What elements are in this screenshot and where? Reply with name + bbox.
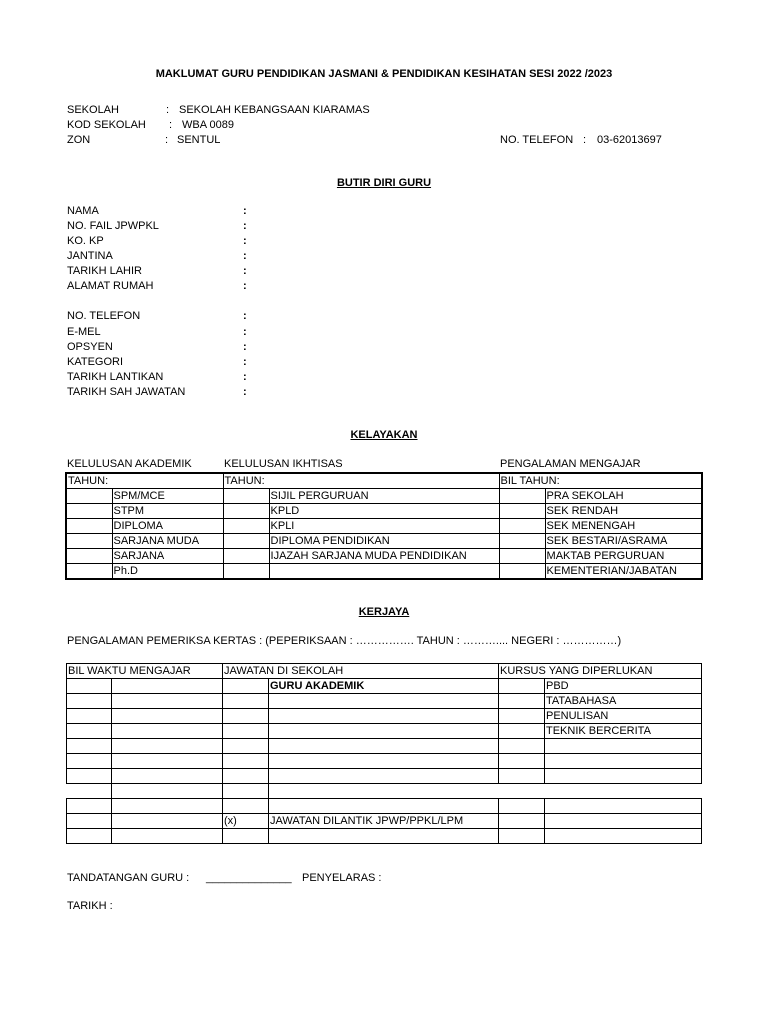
table-row [66,549,702,564]
x-mark: (x) [223,814,269,829]
table-row [67,769,702,784]
checkbox-cell[interactable] [66,489,112,504]
table-row [67,799,702,814]
field-lahir-label: TARIKH LAHIR [67,265,142,277]
table-cell[interactable] [269,754,499,769]
table-cell[interactable] [223,754,269,769]
pengalaman-item: PRA SEKOLAH [545,489,702,504]
field-alamat-label: ALAMAT RUMAH [67,280,154,292]
table-cell[interactable] [269,694,499,709]
pengalaman-item: SEK BESTARI/ASRAMA [545,534,702,549]
field-nama-label: NAMA [67,205,99,217]
table-cell [112,784,223,799]
bil-tahun: BIL TAHUN: [499,473,702,489]
table-cell[interactable] [545,814,702,829]
ikhtisas-header: KELULUSAN IKHTISAS [224,458,343,470]
table-cell[interactable] [112,694,223,709]
table-cell[interactable] [223,769,269,784]
pengalaman-item: SEK MENENGAH [545,519,702,534]
table-row [66,489,702,504]
checkbox-cell[interactable] [499,504,545,519]
table-row [67,814,702,829]
table-cell[interactable] [112,724,223,739]
table-row [67,784,702,799]
checkbox-cell[interactable] [223,534,269,549]
tahun-akademik: TAHUN: [66,473,223,489]
table-cell[interactable] [67,769,112,784]
header-bil-waktu: BIL WAKTU MENGAJAR [67,664,223,679]
table-cell [545,784,702,799]
checkbox-cell[interactable] [499,564,545,580]
checkbox-cell[interactable] [66,549,112,564]
pemeriksa-line: PENGALAMAN PEMERIKSA KERTAS : (PEPERIKSAAN : ……………. TAHUN : ……….... NEGERI : ……………) [67,635,622,647]
table-cell[interactable] [269,784,499,799]
field-lantikan-colon: : [243,371,247,383]
table-row [67,664,702,679]
field-emel-colon: : [243,326,247,338]
ikhtisas-item: DIPLOMA PENDIDIKAN [269,534,499,549]
table-cell[interactable] [499,754,545,769]
ikhtisas-item: SIJIL PERGURUAN [269,489,499,504]
checkbox-cell[interactable] [223,564,269,580]
zon-value: SENTUL [177,134,221,146]
table-cell[interactable] [223,739,269,754]
ikhtisas-item: IJAZAH SARJANA MUDA PENDIDIKAN [269,549,499,564]
table-cell[interactable] [112,709,223,724]
table-cell[interactable] [112,769,223,784]
kod-sekolah-value: WBA 0089 [182,119,234,131]
kerjaya-heading: KERJAYA [358,606,410,618]
pengalaman-header: PENGALAMAN MENGAJAR [500,458,641,470]
sekolah-value: SEKOLAH KEBANGSAAN KIARAMAS [179,104,370,116]
table-cell[interactable] [112,679,223,694]
tarikh-label: TARIKH : [67,900,113,912]
field-kp-label: KO. KP [67,235,104,247]
table-row [66,473,702,489]
field-jantina-colon: : [243,250,247,262]
table-cell[interactable] [499,829,545,844]
kursus-item: TATABAHASA [545,694,702,709]
table-row [67,754,702,769]
zon-colon: : [165,134,169,146]
ikhtisas-item: KPLD [269,504,499,519]
tahun-ikhtisas: TAHUN: [223,473,499,489]
field-kp-colon: : [243,235,247,247]
checkbox-cell[interactable] [66,519,112,534]
table-row [67,724,702,739]
table-cell[interactable] [112,739,223,754]
checkbox-cell[interactable] [66,564,112,580]
kursus-item: PBD [545,679,702,694]
akademik-item: STPM [112,504,223,519]
field-jantina-label: JANTINA [67,250,113,262]
field-lantikan-label: TARIKH LANTIKAN [67,371,164,383]
akademik-item: DIPLOMA [112,519,223,534]
table-cell[interactable] [269,724,499,739]
table-cell[interactable] [112,799,223,814]
table-cell[interactable] [67,739,112,754]
table-cell[interactable] [269,709,499,724]
table-cell[interactable] [499,679,545,694]
table-cell[interactable] [499,769,545,784]
table-cell[interactable] [67,829,112,844]
checkbox-cell[interactable] [223,489,269,504]
signature-line[interactable]: ______________ [206,872,292,884]
ikhtisas-item: KPLI [269,519,499,534]
table-cell[interactable] [499,739,545,754]
field-opsyen-colon: : [243,341,247,353]
pengalaman-item: SEK RENDAH [545,504,702,519]
field-sah-colon: : [243,386,247,398]
checkbox-cell[interactable] [66,504,112,519]
table-cell[interactable] [112,754,223,769]
header-jawatan: JAWATAN DI SEKOLAH [223,664,499,679]
table-cell [67,784,112,799]
school-telefon-label: NO. TELEFON [500,134,574,146]
table-cell[interactable] [269,799,499,814]
guru-akademik: GURU AKADEMIK [269,679,499,694]
field-nama-colon: : [243,205,247,217]
table-row [67,829,702,844]
akademik-item: SARJANA MUDA [112,534,223,549]
field-lahir-colon: : [243,265,247,277]
field-telefon-label: NO. TELEFON [67,310,141,322]
table-row [66,519,702,534]
table-cell[interactable] [223,694,269,709]
table-row [66,504,702,519]
penyelaras-label: PENYELARAS : [302,872,382,884]
table-cell[interactable] [545,769,702,784]
checkbox-cell[interactable] [223,519,269,534]
field-fail-label: NO. FAIL JPWPKL [67,220,159,232]
table-row [67,679,702,694]
table-cell[interactable] [67,694,112,709]
table-cell[interactable] [499,724,545,739]
akademik-item: SARJANA [112,549,223,564]
school-telefon-value: 03-62013697 [597,134,662,146]
table-row [66,534,702,549]
table-cell[interactable] [67,754,112,769]
checkbox-cell[interactable] [66,534,112,549]
table-cell[interactable] [223,709,269,724]
table-cell[interactable] [112,829,223,844]
kod-sekolah-colon: : [169,119,173,131]
field-telefon-colon: : [243,310,247,322]
table-cell[interactable] [67,814,112,829]
sekolah-colon: : [166,104,170,116]
table-cell[interactable] [223,679,269,694]
checkbox-cell[interactable] [499,549,545,564]
table-cell[interactable] [67,724,112,739]
table-cell [499,784,545,799]
school-telefon-colon: : [583,134,587,146]
jawatan-note: JAWATAN DILANTIK JPWP/PPKL/LPM [269,814,499,829]
table-cell[interactable] [499,709,545,724]
table-cell[interactable] [545,799,702,814]
tandatangan-label: TANDATANGAN GURU : [67,872,190,884]
table-cell[interactable] [223,799,269,814]
table-row [66,564,702,580]
sekolah-label: SEKOLAH [67,104,119,116]
kursus-item: TEKNIK BERCERITA [545,724,702,739]
table-cell[interactable] [269,739,499,754]
butir-heading: BUTIR DIRI GURU [336,177,432,189]
kelayakan-table [65,472,703,580]
checkbox-cell[interactable] [499,519,545,534]
field-fail-colon: : [243,220,247,232]
akademik-header: KELULUSAN AKADEMIK [67,458,192,470]
pengalaman-item: MAKTAB PERGURUAN [545,549,702,564]
kelayakan-heading: KELAYAKAN [350,429,418,441]
table-cell[interactable] [67,709,112,724]
kursus-item: PENULISAN [545,709,702,724]
kerjaya-table [66,663,702,844]
table-cell[interactable] [269,829,499,844]
header-kursus: KURSUS YANG DIPERLUKAN [499,664,702,679]
table-row [67,739,702,754]
pengalaman-item: KEMENTERIAN/JABATAN [545,564,702,580]
table-cell[interactable] [67,799,112,814]
field-opsyen-label: OPSYEN [67,341,113,353]
field-alamat-colon: : [243,280,247,292]
checkbox-cell[interactable] [223,504,269,519]
table-cell[interactable] [223,784,269,799]
table-cell[interactable] [499,694,545,709]
table-row [67,709,702,724]
checkbox-cell[interactable] [223,549,269,564]
table-cell[interactable] [499,814,545,829]
table-cell[interactable] [112,814,223,829]
table-cell[interactable] [223,829,269,844]
table-cell[interactable] [545,754,702,769]
field-emel-label: E-MEL [67,326,101,338]
kod-sekolah-label: KOD SEKOLAH [67,119,146,131]
table-cell[interactable] [545,829,702,844]
ikhtisas-item [269,564,499,580]
field-sah-label: TARIKH SAH JAWATAN [67,386,186,398]
table-cell[interactable] [545,739,702,754]
table-cell[interactable] [223,724,269,739]
akademik-item: SPM/MCE [112,489,223,504]
page-title: MAKLUMAT GURU PENDIDIKAN JASMANI & PENDIDIKAN KESIHATAN SESI 2022 /2023 [155,68,613,80]
zon-label: ZON [67,134,91,146]
table-cell[interactable] [269,769,499,784]
table-cell[interactable] [499,799,545,814]
akademik-item: Ph.D [112,564,223,580]
table-cell[interactable] [67,679,112,694]
checkbox-cell[interactable] [499,534,545,549]
checkbox-cell[interactable] [499,489,545,504]
table-row [67,694,702,709]
field-kategori-label: KATEGORI [67,356,124,368]
field-kategori-colon: : [243,356,247,368]
